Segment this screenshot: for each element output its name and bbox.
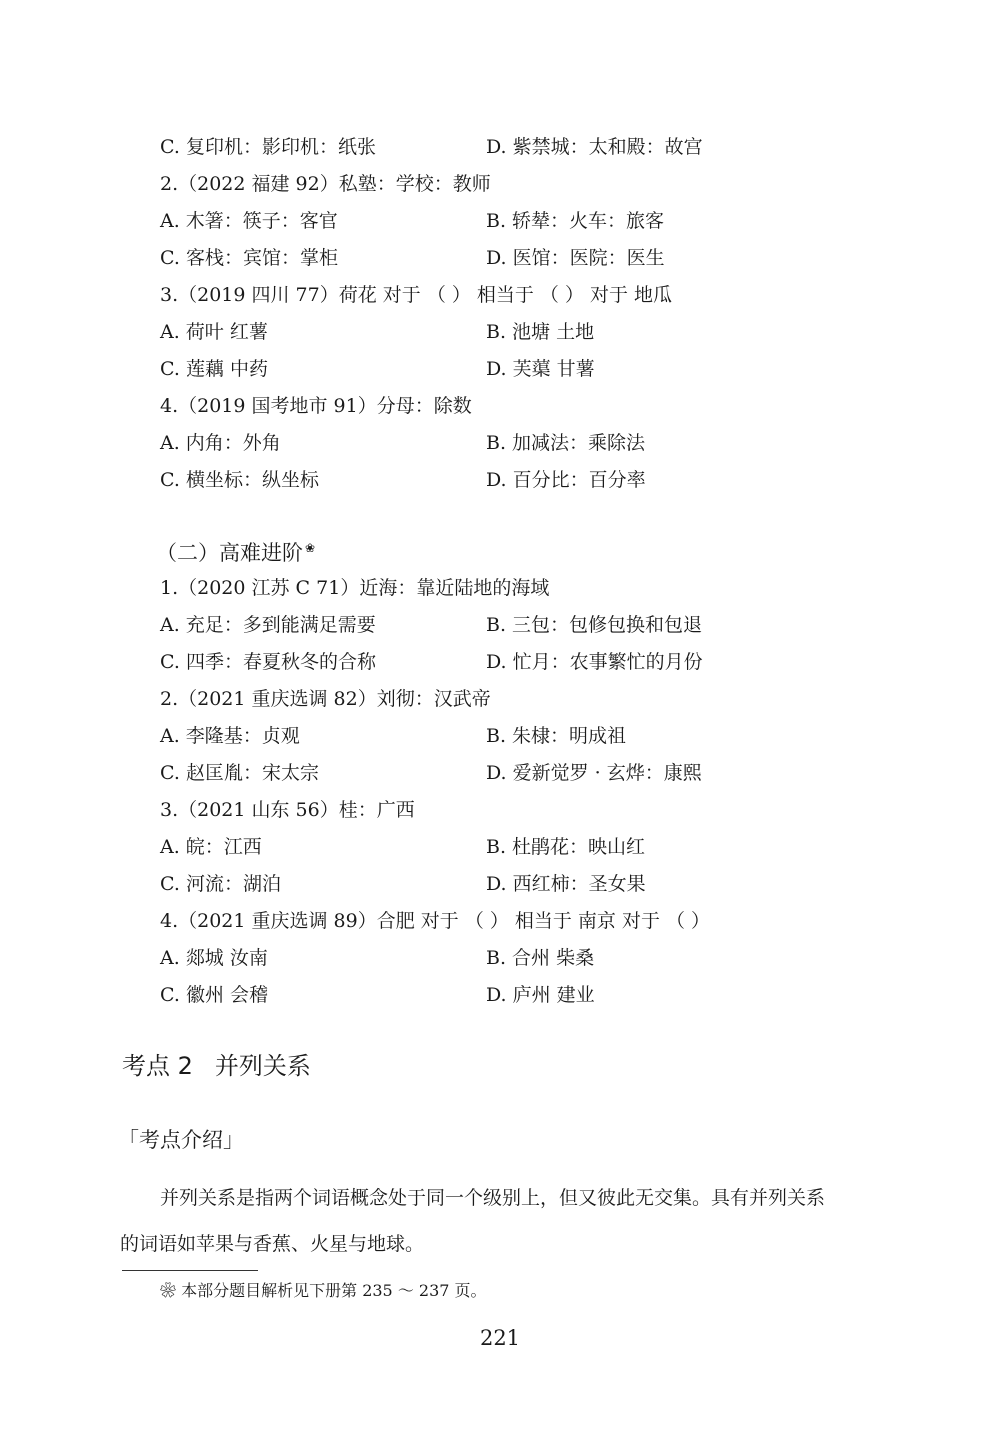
bracket-open: 「 [118,1128,139,1152]
option-c: C. 横坐标：纵坐标 [160,469,319,491]
question-text: 4.（2019 国考地市 91）分母：除数 [160,395,472,417]
options-row [160,979,900,1011]
options-row [160,316,900,348]
options-row [160,464,900,496]
intro-paragraph [120,1175,865,1267]
paragraph-line: 的词语如苹果与香蕉、火星与地球。 [120,1233,425,1255]
section-title: 并列关系 [214,1052,311,1080]
question-line [160,168,900,200]
options-row [160,353,900,385]
option-a: A. 内角：外角 [160,432,281,454]
option-d: D. 西红柿：圣女果 [486,873,646,895]
option-d: D. 百分比：百分率 [486,469,646,491]
options-row [160,868,900,900]
footnote-flower-icon: ❀ [305,541,316,555]
options-row [160,205,900,237]
option-d: D. 紫禁城：太和殿：故宫 [486,136,703,158]
question-line [160,905,900,937]
footnote-divider [122,1270,258,1271]
page-number: 221 [479,1326,521,1350]
intro-heading [118,1122,244,1158]
option-c: C. 复印机：影印机：纸张 [160,136,376,158]
options-row [160,646,900,678]
options-row [160,242,900,274]
option-d: D. 爱新觉罗 · 玄烨：康熙 [486,762,702,784]
option-c: C. 莲藕 中药 [160,358,268,380]
option-a: A. 荷叶 红薯 [160,321,268,343]
option-a: A. 木箸：筷子：客官 [160,210,338,232]
options-row [160,831,900,863]
options-row [160,757,900,789]
options-row [160,427,900,459]
option-a: A. 皖：江西 [160,836,262,858]
bracket-close: 」 [223,1128,244,1152]
option-b: B. 三包：包修包换和包退 [486,614,703,636]
question-line [160,683,900,715]
section-number: 考点 2 [122,1052,193,1080]
option-a: A. 充足：多到能满足需要 [160,614,376,636]
option-c: C. 河流：湖泊 [160,873,281,895]
question-line [160,794,900,826]
footnote-text: 本部分题目解析见下册第 235 ～ 237 页。 [181,1281,487,1300]
intro-title: 考点介绍 [139,1128,223,1152]
option-b: B. 朱棣：明成祖 [486,725,627,747]
option-d: D. 芙蕖 甘薯 [486,358,595,380]
options-row [160,131,900,163]
option-b: B. 杜鹃花：映山红 [486,836,646,858]
flower-icon: ❀ [160,1281,177,1300]
question-text: 3.（2021 山东 56）桂：广西 [160,799,415,821]
question-text: 2.（2022 福建 92）私塾：学校：教师 [160,173,491,195]
footnote [160,1278,487,1304]
option-a: A. 李隆基：贞观 [160,725,300,747]
option-a: A. 郯城 汝南 [160,947,268,969]
question-line [160,572,900,604]
options-row [160,720,900,752]
option-c: C. 赵匡胤：宋太宗 [160,762,319,784]
subsection-title: （二）高难进阶 [156,541,303,565]
option-c: C. 徽州 会稽 [160,984,268,1006]
option-c: C. 客栈：宾馆：掌柜 [160,247,338,269]
option-b: B. 加减法：乘除法 [486,432,646,454]
paragraph-line: 并列关系是指两个词语概念处于同一个级别上，但又彼此无交集。具有并列关系 [160,1187,826,1209]
question-line [160,390,900,422]
section-heading [122,1046,311,1086]
options-row [160,609,900,641]
option-b: B. 池塘 土地 [486,321,595,343]
question-text: 3.（2019 四川 77）荷花 对于 （ ） 相当于 （ ） 对于 地瓜 [160,284,673,306]
option-b: B. 合州 柴桑 [486,947,595,969]
option-d: D. 庐州 建业 [486,984,595,1006]
question-text: 1.（2020 江苏 C 71）近海：靠近陆地的海域 [160,577,550,599]
option-c: C. 四季：春夏秋冬的合称 [160,651,376,673]
question-text: 2.（2021 重庆选调 82）刘彻：汉武帝 [160,688,491,710]
option-b: B. 轿辇：火车：旅客 [486,210,665,232]
options-row [160,942,900,974]
subsection-heading [156,530,315,571]
question-text: 4.（2021 重庆选调 89）合肥 对于 （ ） 相当于 南京 对于 （ ） [160,910,711,932]
option-d: D. 忙月：农事繁忙的月份 [486,651,703,673]
option-d: D. 医馆：医院：医生 [486,247,665,269]
question-line [160,279,900,311]
